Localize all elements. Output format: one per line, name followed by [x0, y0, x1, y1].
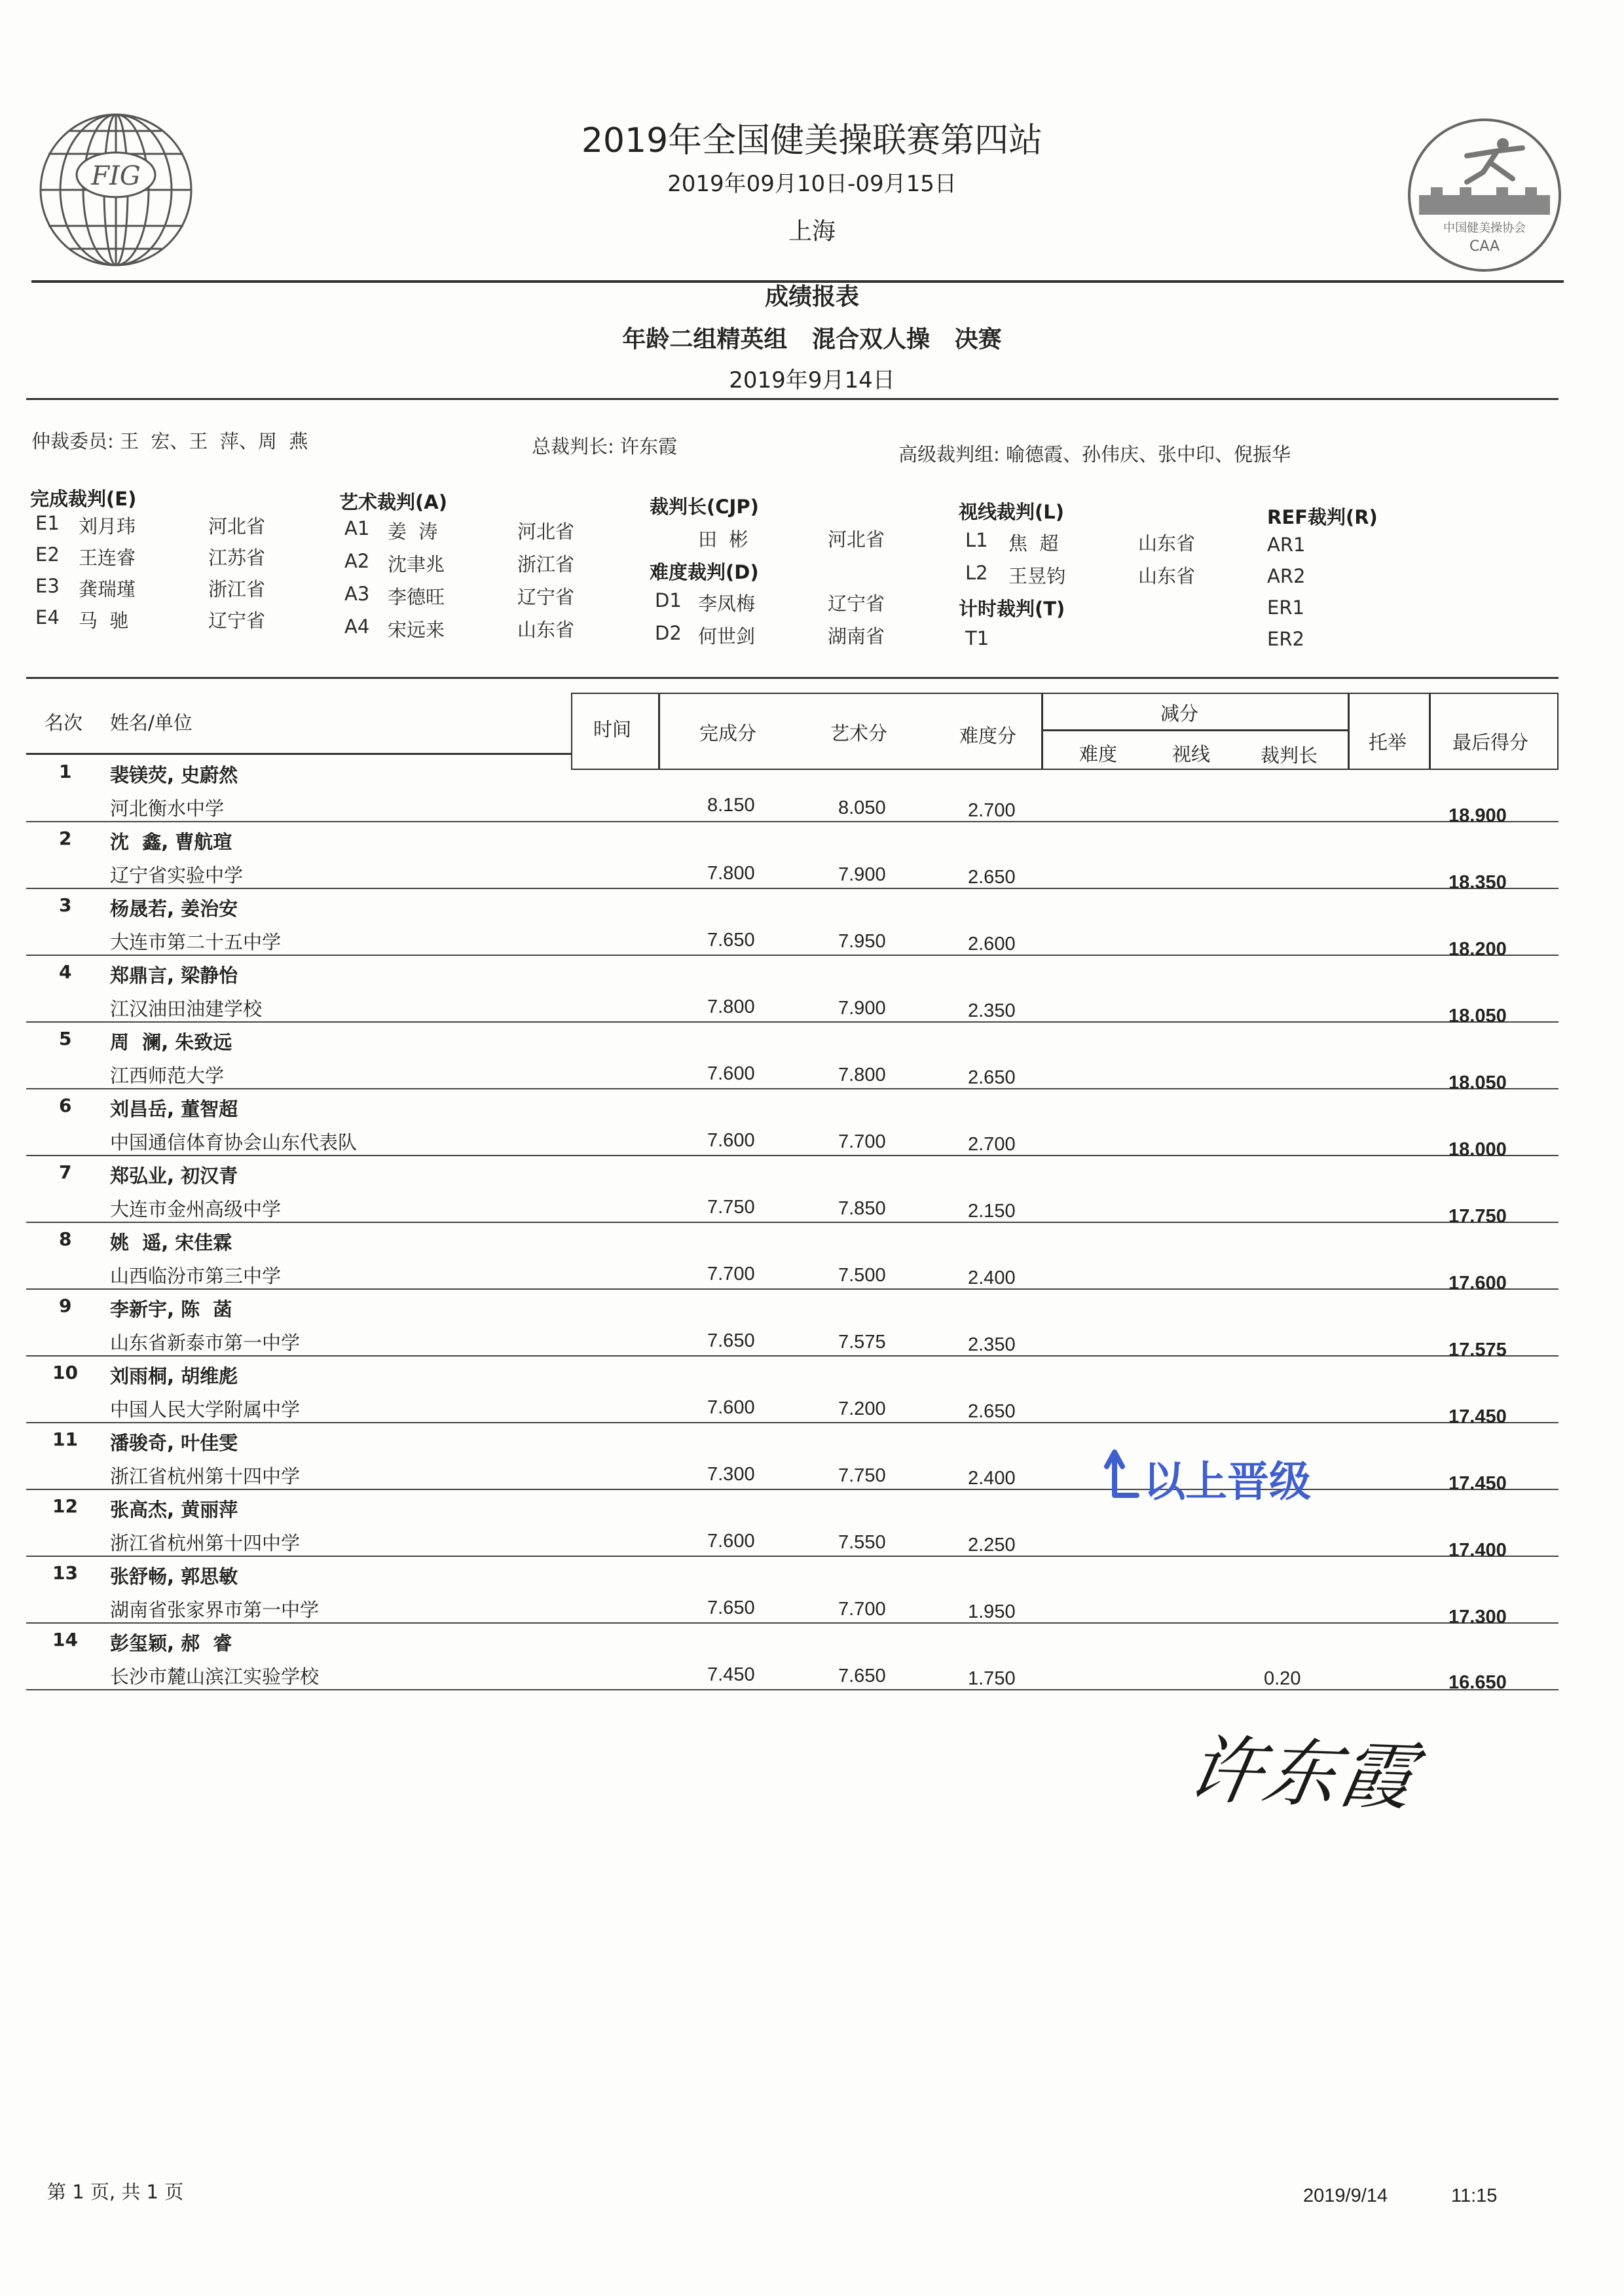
- col-difficulty: 难度分: [959, 725, 1017, 747]
- table-top-rule: [26, 677, 1559, 679]
- artistry-score: 7.900: [838, 864, 886, 885]
- col-ded-cjp: 裁判长: [1261, 744, 1318, 767]
- athlete-unit: 中国人民大学附属中学: [110, 1398, 301, 1421]
- rank: 6: [59, 1095, 72, 1116]
- execution-score: 7.300: [707, 1464, 755, 1485]
- artistry-score: 7.900: [838, 998, 886, 1019]
- rank: 10: [52, 1362, 78, 1383]
- athlete-names: 李新宇, 陈 菡: [110, 1298, 232, 1321]
- difficulty-score: 1.950: [968, 1601, 1016, 1622]
- athlete-names: 周 澜, 朱致远: [110, 1031, 232, 1053]
- up-arrow-icon: [1104, 1448, 1141, 1498]
- artistic-panel-label: 艺术裁判(A): [339, 491, 447, 513]
- event-name: 年龄二组精英组 混合双人操 决赛: [622, 326, 1002, 353]
- athlete-names: 潘骏奇, 叶佳雯: [110, 1432, 238, 1454]
- execution-panel: [35, 512, 266, 638]
- col-final: 最后得分: [1452, 731, 1529, 754]
- athlete-unit: 大连市第二十五中学: [110, 931, 282, 953]
- athlete-names: 彭玺颖, 郝 睿: [110, 1632, 232, 1654]
- senior-panel: 高级裁判组: 喻德霞、孙伟庆、张中印、倪振华: [898, 443, 1291, 465]
- cjp-name: 田 彬: [698, 528, 748, 551]
- col-execution: 完成分: [699, 722, 757, 744]
- execution-score: 7.600: [707, 1063, 755, 1084]
- table-row: [26, 1222, 1559, 1294]
- rank: 1: [59, 761, 72, 782]
- final-score: 17.300: [1449, 1607, 1507, 1628]
- judge-row: E1 刘月玮 河北省: [35, 512, 266, 538]
- print-date: 2019/9/14: [1303, 2185, 1388, 2206]
- competition-city: 上海: [788, 218, 836, 245]
- execution-score: 7.650: [707, 930, 755, 951]
- artistry-score: 7.500: [838, 1265, 886, 1286]
- line-panel-label: 视线裁判(L): [959, 501, 1064, 523]
- competition-dates: 2019年09月10日-09月15日: [667, 171, 957, 197]
- col-name-unit: 姓名/单位: [110, 712, 193, 734]
- table-row: [26, 1556, 1559, 1628]
- execution-score: 7.750: [707, 1197, 755, 1218]
- athlete-unit: 湖南省张家界市第一中学: [110, 1599, 320, 1621]
- athlete-names: 裴镁荧, 史蔚然: [110, 764, 238, 786]
- final-score: 17.600: [1449, 1273, 1507, 1294]
- time-judge-code: T1: [965, 627, 989, 649]
- final-score: 17.450: [1449, 1473, 1507, 1494]
- advancement-note: 以上晋级: [1143, 1458, 1311, 1506]
- judge-row: A3 李德旺 辽宁省: [344, 583, 575, 608]
- athlete-names: 刘雨桐, 胡维彪: [110, 1365, 238, 1387]
- caa-logo-abbr: CAA: [1469, 238, 1500, 255]
- artistry-score: 7.550: [838, 1532, 886, 1553]
- cjp-province: 河北省: [828, 528, 885, 551]
- table-row: [26, 1155, 1559, 1227]
- athlete-unit: 山东省新泰市第一中学: [110, 1332, 301, 1354]
- chief-judge-signature: 许东霞: [1181, 1727, 1423, 1821]
- competition-title: 2019年全国健美操联赛第四站: [581, 121, 1043, 160]
- difficulty-score: 2.700: [968, 1134, 1016, 1155]
- rank: 5: [59, 1028, 72, 1049]
- athlete-names: 杨晟若, 姜治安: [110, 898, 238, 920]
- athlete-unit: 大连市金州高级中学: [110, 1198, 282, 1220]
- difficulty-panel-label: 难度裁判(D): [650, 561, 759, 583]
- chief-judge: 总裁判长: 许东霞: [532, 435, 677, 458]
- judge-row: L2 王昱钧 山东省: [965, 562, 1196, 587]
- col-rank: 名次: [45, 712, 83, 734]
- report-title: 成绩报表: [764, 283, 859, 310]
- difficulty-score: 2.350: [968, 1000, 1016, 1021]
- table-row: [26, 1422, 1559, 1494]
- table-row: [26, 955, 1559, 1027]
- execution-score: 7.600: [707, 1130, 755, 1151]
- ref-panel-label: REF裁判(R): [1267, 506, 1378, 528]
- judge-row: A2 沈聿兆 浙江省: [344, 550, 575, 575]
- col-ded-difficulty: 难度: [1079, 743, 1118, 765]
- rank: 12: [52, 1495, 78, 1517]
- athlete-names: 张高杰, 黄丽萍: [110, 1499, 238, 1521]
- difficulty-score: 2.400: [968, 1267, 1016, 1288]
- final-score: 18.000: [1449, 1139, 1507, 1160]
- judge-row: D1 李凤梅 辽宁省: [655, 589, 885, 615]
- table-row: [26, 1088, 1559, 1160]
- col-artistry: 艺术分: [830, 722, 888, 744]
- fig-logo-text: FIG: [91, 161, 141, 191]
- execution-score: 7.600: [707, 1531, 755, 1552]
- execution-panel-label: 完成裁判(E): [30, 488, 137, 510]
- col-ded-line: 视线: [1172, 743, 1211, 765]
- table-row: [26, 821, 1559, 893]
- final-score: 18.200: [1449, 939, 1507, 960]
- execution-score: 7.450: [707, 1664, 755, 1685]
- artistry-score: 7.200: [838, 1398, 886, 1419]
- final-score: 17.450: [1449, 1406, 1507, 1427]
- athlete-unit: 辽宁省实验中学: [110, 864, 244, 886]
- rank: 9: [59, 1295, 72, 1317]
- athlete-unit: 江西师范大学: [110, 1065, 225, 1087]
- difficulty-score: 2.250: [968, 1535, 1016, 1556]
- execution-score: 7.800: [707, 863, 755, 884]
- ref-code: ER2: [1267, 628, 1304, 650]
- difficulty-panel: [655, 589, 885, 655]
- artistry-score: 7.700: [838, 1131, 886, 1152]
- execution-score: 7.800: [707, 996, 755, 1017]
- final-score: 18.050: [1449, 1006, 1507, 1027]
- rank: 2: [59, 828, 72, 849]
- rank: 13: [52, 1562, 78, 1584]
- execution-score: 7.600: [707, 1397, 755, 1418]
- athlete-unit: 江汉油田油建学校: [110, 998, 263, 1020]
- athlete-unit: 河北衡水中学: [110, 797, 225, 820]
- execution-score: 8.150: [707, 795, 755, 816]
- final-score: 17.575: [1449, 1339, 1507, 1360]
- table-row: [26, 1021, 1559, 1093]
- judge-row: E4 马 驰 辽宁省: [35, 606, 266, 632]
- print-time: 11:15: [1451, 2185, 1498, 2206]
- athlete-unit: 中国通信体育协会山东代表队: [110, 1131, 358, 1154]
- judge-row: E3 龚瑞瑾 浙江省: [35, 575, 266, 600]
- rank: 8: [59, 1228, 72, 1250]
- final-score: 18.350: [1449, 872, 1507, 893]
- cjp-deduction: 0.20: [1264, 1668, 1301, 1689]
- rank: 3: [59, 894, 72, 916]
- artistry-score: 7.950: [838, 931, 886, 952]
- deduction-subrule: [1041, 729, 1349, 731]
- col-lift: 托举: [1369, 731, 1407, 754]
- difficulty-score: 2.700: [968, 800, 1016, 821]
- judge-row: A1 姜 涛 河北省: [344, 517, 575, 543]
- artistry-score: 7.650: [838, 1666, 886, 1686]
- final-score: 18.050: [1449, 1072, 1507, 1093]
- artistry-score: 7.850: [838, 1198, 886, 1219]
- rank: 4: [59, 961, 72, 983]
- table-row: [26, 1622, 1559, 1693]
- execution-score: 7.650: [707, 1597, 755, 1618]
- jury-members: 仲裁委员: 王 宏、王 萍、周 燕: [31, 430, 308, 452]
- ref-code: AR1: [1267, 534, 1306, 556]
- artistry-score: 7.800: [838, 1065, 886, 1085]
- rank: 14: [52, 1629, 78, 1650]
- ref-code: AR2: [1267, 565, 1306, 587]
- judge-row: A4 宋远来 山东省: [344, 615, 575, 641]
- difficulty-score: 2.600: [968, 934, 1016, 955]
- difficulty-score: 1.750: [968, 1668, 1016, 1689]
- col-time: 时间: [593, 718, 632, 740]
- difficulty-score: 2.150: [968, 1201, 1016, 1222]
- difficulty-score: 2.650: [968, 1401, 1016, 1422]
- artistry-score: 7.575: [838, 1332, 886, 1353]
- time-panel-label: 计时裁判(T): [959, 598, 1065, 620]
- difficulty-score: 2.650: [968, 1067, 1016, 1088]
- table-row: [26, 1355, 1559, 1427]
- cjp-label: 裁判长(CJP): [650, 496, 759, 518]
- athlete-unit: 长沙市麓山滨江实验学校: [110, 1666, 320, 1688]
- final-score: 18.900: [1449, 805, 1507, 826]
- table-row: [26, 754, 1559, 826]
- artistry-score: 7.750: [838, 1465, 886, 1486]
- athlete-names: 郑弘业, 初汉青: [110, 1165, 238, 1187]
- event-date: 2019年9月14日: [729, 367, 895, 393]
- athlete-names: 姚 遥, 宋佳霖: [110, 1231, 232, 1254]
- difficulty-score: 2.650: [968, 867, 1016, 888]
- judge-row: E2 王连睿 江苏省: [35, 543, 266, 569]
- line-panel: [965, 529, 1196, 594]
- athlete-names: 张舒畅, 郭思敏: [110, 1565, 238, 1588]
- athlete-unit: 浙江省杭州第十四中学: [110, 1465, 301, 1487]
- final-score: 16.650: [1449, 1672, 1507, 1693]
- artistry-score: 7.700: [838, 1599, 886, 1620]
- final-score: 17.400: [1449, 1540, 1507, 1561]
- judge-row: L1 焦 超 山东省: [965, 529, 1196, 555]
- caa-logo-text: 中国健美操协会: [1443, 221, 1526, 235]
- difficulty-score: 2.400: [968, 1468, 1016, 1489]
- artistic-panel: [344, 517, 575, 648]
- athlete-names: 沈 鑫, 曹航瑄: [110, 831, 232, 853]
- ref-code: ER1: [1267, 596, 1304, 619]
- execution-score: 7.650: [707, 1330, 755, 1351]
- rank: 11: [52, 1429, 78, 1450]
- table-row: [26, 1489, 1559, 1561]
- page-number: 第 1 页, 共 1 页: [47, 2181, 184, 2203]
- table-row: [26, 888, 1559, 960]
- judge-row: D2 何世剑 湖南省: [655, 622, 885, 647]
- difficulty-score: 2.350: [968, 1334, 1016, 1355]
- athlete-unit: 山西临汾市第三中学: [110, 1265, 282, 1287]
- ref-panel: [1267, 534, 1305, 659]
- col-deduction: 减分: [1160, 702, 1199, 725]
- artistry-score: 8.050: [838, 797, 886, 818]
- final-score: 17.750: [1449, 1206, 1507, 1227]
- athlete-names: 刘昌岳, 董智超: [110, 1098, 238, 1120]
- athlete-unit: 浙江省杭州第十四中学: [110, 1532, 301, 1554]
- execution-score: 7.700: [707, 1264, 755, 1285]
- rank: 7: [59, 1161, 72, 1183]
- officials-rule: [26, 398, 1559, 400]
- athlete-names: 郑鼎言, 梁静怡: [110, 964, 238, 987]
- table-row: [26, 1288, 1559, 1360]
